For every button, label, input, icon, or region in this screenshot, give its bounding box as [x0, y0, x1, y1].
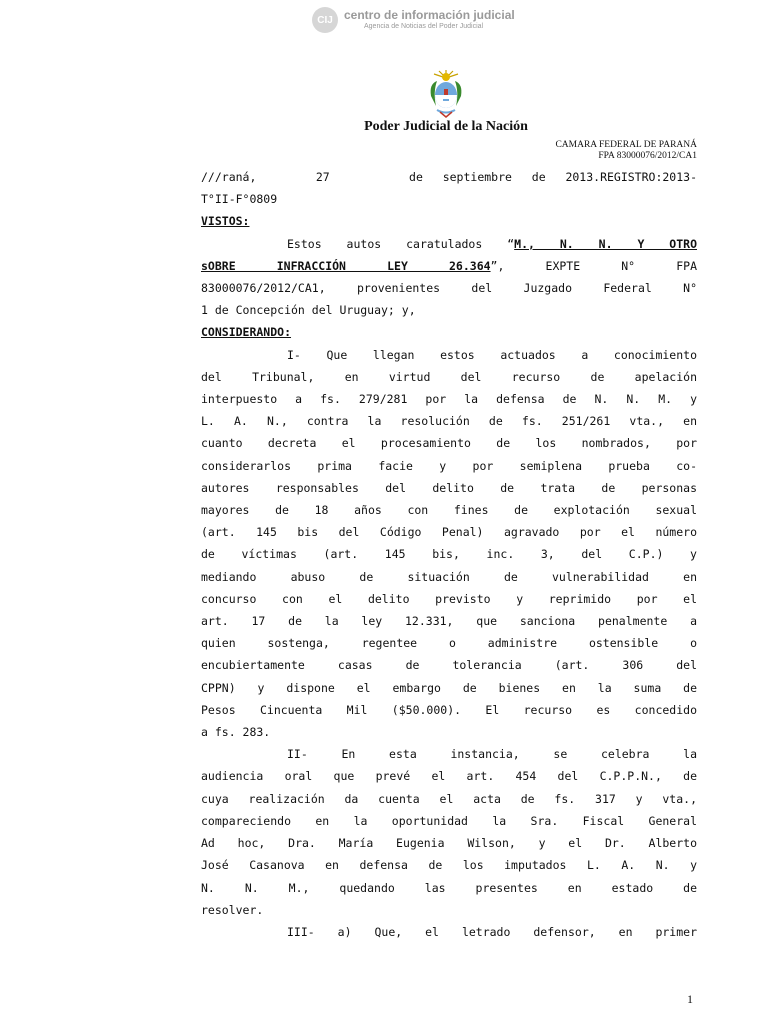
page-number: 1 [687, 992, 693, 1006]
paragraph-i [201, 344, 697, 744]
paragraph-line: CPPN) y dispone el embargo de bienes en la suma de [201, 680, 697, 695]
paragraph-line: encubiertamente casas de tolerancia (art. 306 del [201, 658, 697, 673]
cij-logo-badge: CIJ [312, 7, 338, 33]
paragraph-line: resolver. [201, 902, 264, 917]
paragraph-line: I- Que llegan estos actuados a conocimiento [287, 347, 697, 362]
paragraph-line: III- a) Que, el letrado defensor, en primer [287, 924, 697, 939]
cij-logo [312, 6, 515, 34]
vistos-post-b: 83000076/2012/CA1, provenientes del Juzgado Federal N° [201, 281, 697, 296]
date-line-2: T°II-F°0809 [201, 192, 278, 207]
case-title-1: M., N. N. Y OTRO [514, 236, 698, 251]
paragraph-line: cuanto decreta el procesamiento de los nombrados, por [201, 436, 697, 451]
chamber-block [555, 140, 697, 162]
cij-logo-subtitle: Agencia de Noticias del Poder Judicial [364, 23, 484, 30]
paragraph-line: de víctimas (art. 145 bis, inc. 3, del C.P.) y [201, 547, 697, 562]
paragraph-line: José Casanova en defensa de los imputados L. A. N. y [201, 858, 697, 873]
paragraph-ii [201, 743, 697, 921]
vistos-paragraph [201, 233, 697, 255]
paragraph-line: II- En esta instancia, se celebra la [287, 747, 697, 762]
cij-logo-name: centro de información judicial [344, 8, 515, 22]
date-line-1: ///raná, 27 de septiembre de 2013.REGISTRO:2013- [201, 170, 697, 184]
vistos-post-a: ”, EXPTE N° FPA [490, 258, 698, 273]
date-line [201, 166, 697, 210]
chamber-name: CAMARA FEDERAL DE PARANÁ [555, 140, 697, 150]
paragraph-line: N. N. M., quedando las presentes en estado de [201, 880, 697, 895]
paragraph-line: mediando abuso de situación de vulnerabilidad en [201, 569, 697, 584]
case-title-2: sOBRE INFRACCIÓN LEY 26.364 [201, 258, 491, 273]
paragraph-line: compareciendo en la oportunidad la Sra. Fiscal General [201, 813, 697, 828]
paragraph-line: concurso con el delito previsto y reprimido por el [201, 591, 697, 606]
vistos-heading: VISTOS: [201, 214, 250, 229]
paragraph-line: autores responsables del delito de trata de personas [201, 480, 697, 495]
vistos-pre: Estos autos caratulados “ [287, 236, 515, 251]
paragraph-line: del Tribunal, en virtud del recurso de apelación [201, 369, 697, 384]
paragraph-iii [201, 921, 697, 943]
paragraph-line: mayores de 18 años con fines de explotación sexual [201, 503, 697, 518]
paragraph-line: (art. 145 bis del Código Penal) agravado por el número [201, 525, 697, 540]
paragraph-line: quien sostenga, regentee o administre ostensible o [201, 636, 697, 651]
paragraph-line: a fs. 283. [201, 725, 271, 740]
paragraph-line: Ad hoc, Dra. María Eugenia Wilson, y el Dr. Alberto [201, 836, 697, 851]
paragraph-line: L. A. N., contra la resolución de fs. 251/261 vta., en [201, 414, 697, 429]
national-seal-icon [425, 68, 467, 118]
file-code: FPA 83000076/2012/CA1 [598, 151, 697, 161]
vistos-post-c: 1 de Concepción del Uruguay; y, [201, 303, 416, 318]
considerando-heading: CONSIDERANDO: [201, 325, 292, 340]
paragraph-line: art. 17 de la ley 12.331, que sanciona penalmente a [201, 614, 697, 629]
paragraph-line: Pesos Cincuenta Mil ($50.000). El recurso es concedido [201, 702, 697, 717]
paragraph-line: considerarlos prima facie y por semiplena prueba co- [201, 458, 697, 473]
paragraph-line: cuya realización da cuenta el acta de fs. 317 y vta., [201, 791, 697, 806]
document-body [201, 166, 697, 943]
paragraph-line: audiencia oral que prevé el art. 454 del C.P.P.N., de [201, 769, 697, 784]
vistos-paragraph-cont [201, 255, 697, 322]
court-title: Poder Judicial de la Nación [364, 119, 528, 134]
paragraph-line: interpuesto a fs. 279/281 por la defensa de N. N. M. y [201, 392, 697, 407]
